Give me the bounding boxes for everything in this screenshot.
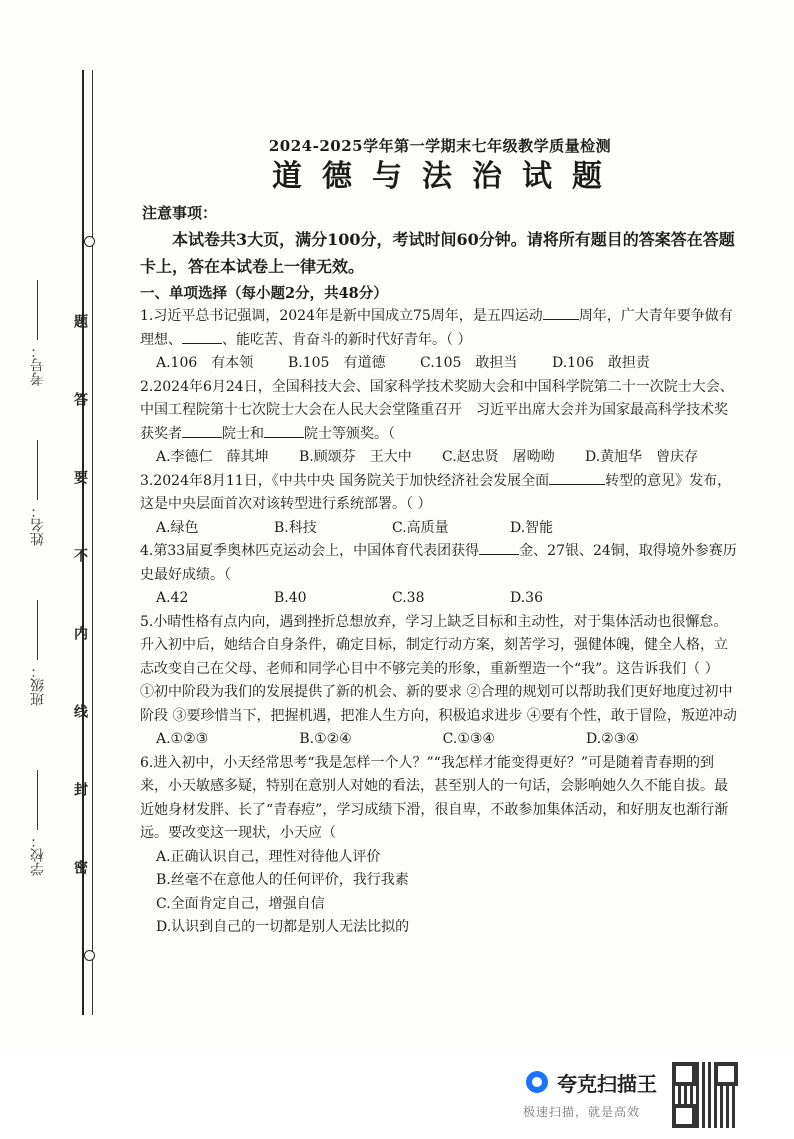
- q1-stem-b: 周年，广大青年要争做有理想、: [140, 308, 733, 348]
- question-3: [140, 470, 740, 541]
- binding-word-1: 密: [72, 860, 88, 874]
- q1-stem-c: 、能吃苦、肯奋斗的新时代好青年。（ ）: [222, 331, 472, 348]
- binding-word-4: 内: [72, 626, 88, 640]
- q4-option-b[interactable]: B.40: [274, 590, 307, 606]
- q1-option-c[interactable]: C.105 敢担当: [420, 355, 518, 371]
- q3-option-d[interactable]: D.智能: [510, 519, 554, 536]
- notice-body: 本试卷共3大页，满分100分，考试时间60分钟。请将所有题目的答案答在答题卡上，答在本试卷上一律无效。: [140, 229, 735, 276]
- binding-hole-bottom: [84, 950, 95, 961]
- question-5: [140, 611, 740, 752]
- exam-title: 2024-2025学年第一学期末七年级教学质量检测: [268, 137, 612, 155]
- q2-stem-a: 2.2024年6月24日，全国科技大会、国家科学技术奖励大会和中国科学院第二十一次院士大会、中国工程院第十七次院士大会在人民大会堂隆重召开 习近平出席大会并为国家最高科学技术奖获奖者: [140, 378, 734, 442]
- q5-option-d[interactable]: D.②③④: [585, 731, 639, 747]
- binding-word-5: 不: [72, 548, 88, 562]
- q2-stem-c: 院士等颁奖。（: [304, 425, 395, 442]
- q3-options: [140, 517, 740, 541]
- quark-logo-icon: [526, 1071, 548, 1093]
- q6-option-c[interactable]: C.全面肯定自己，增强自信: [156, 895, 325, 912]
- q4-stem-a: 4.第33届夏季奥林匹克运动会上，中国体育代表团获得: [140, 543, 480, 559]
- q4-options: [140, 587, 740, 611]
- q2-option-c[interactable]: C.赵忠贤 屠呦呦: [442, 449, 555, 465]
- school-field[interactable]: [28, 770, 48, 876]
- exam-number-field[interactable]: [28, 280, 48, 386]
- question-4: [140, 540, 740, 611]
- binding-word-7: 答: [72, 392, 88, 406]
- q2-option-b[interactable]: B.顾颂芬 王大中: [299, 449, 412, 465]
- q4-blank-1: [479, 540, 519, 555]
- q2-blank-1: [182, 423, 222, 438]
- q5-stem: 5.小晴性格有点内向，遇到挫折总想放弃，学习上缺乏目标和主动性，对于集体活动也很懈怠。升入初中后，她结合自身条件，确定目标，制定行动方案，刻苦学习，强健体魄，健全人格，立志改变自己在父母、老师和同学心目中不够完美的形象，重新塑造一个“我”。这告诉我们（ ）: [140, 613, 728, 677]
- q5-option-b[interactable]: B.①②④: [299, 731, 352, 747]
- q2-options: [140, 446, 740, 470]
- question-2: [140, 376, 740, 470]
- q3-stem-b: 转型的意见》发布，这是中央层面首次对该转型进行系统部署。（ ）: [140, 472, 732, 512]
- q4-option-c[interactable]: C.38: [392, 590, 425, 606]
- q4-stem-b: 金、27银、24铜，取得境外参赛历史最好成绩。（: [140, 543, 737, 583]
- q2-blank-2: [264, 423, 304, 438]
- q6-option-d[interactable]: D.认识到自己的一切都是别人无法比拟的: [156, 919, 410, 935]
- q1-option-d[interactable]: D.106 敢担责: [552, 355, 650, 371]
- brand-slogan: 极速扫描，就是高效: [523, 1105, 641, 1119]
- q1-stem-a: 1.习近平总书记强调，2024年是新中国成立75周年，是五四运动: [140, 308, 543, 324]
- q6-option-b[interactable]: B.丝毫不在意他人的任何评价，我行我素: [156, 872, 409, 888]
- brand-name: 夸克扫描王: [557, 1072, 657, 1096]
- class-field[interactable]: [28, 600, 48, 706]
- subject-title: 道德与法治试题: [272, 158, 622, 194]
- question-1: [140, 305, 740, 376]
- exam-number-label: 考号：: [30, 344, 46, 386]
- q1-blank-1: [543, 305, 579, 320]
- q3-option-b[interactable]: B.科技: [274, 519, 317, 536]
- name-field[interactable]: [28, 440, 48, 546]
- binding-line-inner: [92, 70, 93, 1015]
- q5-items: ①初中阶段为我们的发展提供了新的机会、新的要求 ②合理的规划可以帮助我们更好地度过初中阶段 ③要珍惜当下，把握机遇，把准人生方向，积极追求进步 ④要有个性，敢于冒险，叛逆冲动: [140, 684, 737, 724]
- q1-option-b[interactable]: B.105 有道德: [288, 355, 386, 371]
- q4-option-a[interactable]: A.42: [156, 590, 189, 606]
- q6-stem: 6.进入初中，小天经常思考“我是怎样一个人？”“我怎样才能变得更好？”可是随着青春期的到来，小天敏感多疑，特别在意别人对她的看法，甚至别人的一句话，会影响她久久不能自拔。最近她身材发胖、长了“青春痘”，学习成绩下滑，很自卑，不敢参加集体活动，和好朋友也渐行渐远。要改变这一现状，小天应（: [140, 754, 729, 841]
- exam-content: [140, 135, 740, 940]
- section-heading: 一、单项选择（每小题2分，共48分）: [140, 284, 388, 302]
- qr-code-icon[interactable]: [672, 1062, 738, 1128]
- q3-blank-1: [549, 470, 605, 485]
- question-6: [140, 752, 740, 940]
- binding-word-6: 要: [72, 470, 88, 484]
- q5-options: [140, 728, 716, 752]
- q2-stem-b: 院士和: [222, 425, 264, 442]
- q2-option-a[interactable]: A.李德仁 薛其坤: [156, 449, 269, 465]
- q5-option-a[interactable]: A.①②③: [156, 731, 209, 747]
- binding-word-2: 封: [72, 782, 88, 796]
- q3-option-c[interactable]: C.高质量: [392, 519, 449, 536]
- q3-option-a[interactable]: A.绿色: [156, 519, 199, 536]
- q1-blank-2: [182, 329, 222, 344]
- binding-word-8: 题: [72, 314, 88, 328]
- q4-option-d[interactable]: D.36: [510, 590, 543, 606]
- q6-option-a[interactable]: A.正确认识自己，理性对待他人评价: [156, 848, 381, 865]
- class-label: 班级：: [30, 664, 46, 706]
- school-label: 学校：: [30, 834, 46, 876]
- q3-stem-a: 3.2024年8月11日，《中共中央 国务院关于加快经济社会发展全面: [140, 472, 550, 489]
- name-label: 姓名：: [30, 504, 46, 546]
- q2-option-d[interactable]: D.黄旭华 曾庆存: [585, 449, 699, 465]
- q1-option-a[interactable]: A.106 有本领: [156, 355, 254, 371]
- notice-heading: 注意事项：: [142, 204, 218, 222]
- binding-hole-top: [84, 236, 95, 247]
- q1-options: [140, 352, 740, 376]
- binding-word-3: 线: [72, 704, 88, 718]
- q5-option-c[interactable]: C.①③④: [442, 731, 495, 747]
